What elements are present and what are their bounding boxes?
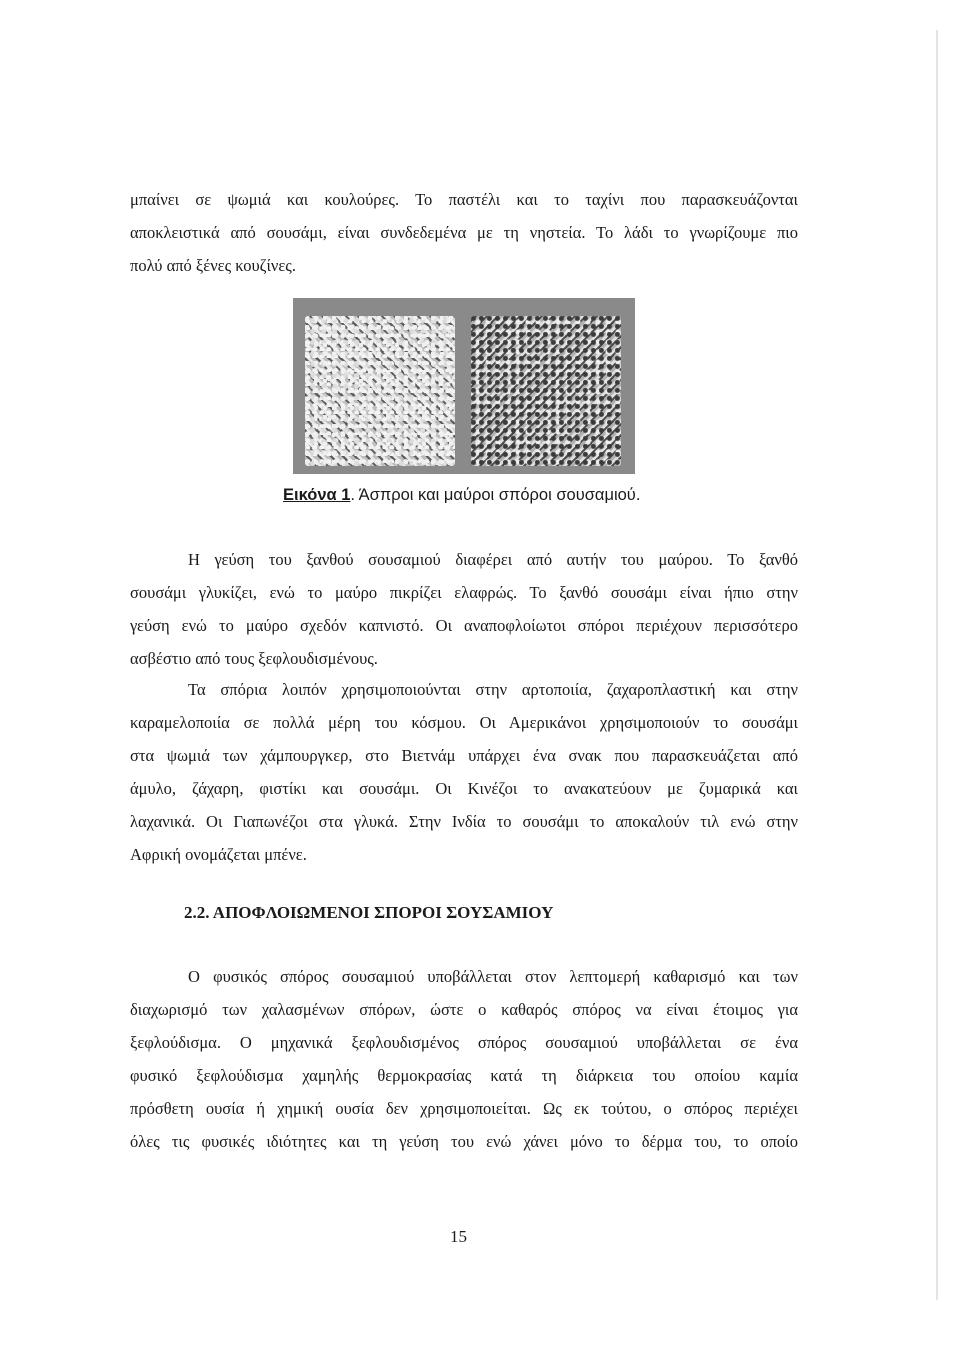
paragraph-taste [130,543,798,675]
scan-edge-line [936,30,938,1300]
white-seeds-image [305,316,455,466]
paragraph-top [130,183,798,282]
paragraph-line: γεύση ενώ το μαύρο σχεδόν καπνιστό. Οι αναποφλοίωτοι σπόροι περιέχουν περισσότερο [130,616,798,635]
paragraph-line: Τα σπόρια λοιπόν χρησιμοποιούνται στην αρτοποιία, ζαχαροπλαστική και στην [188,680,798,699]
paragraph-line: σουσάμι γλυκίζει, ενώ το μαύρο πικρίζει ελαφρώς. Το ξανθό σουσάμι είναι ήπιο στην [130,583,798,602]
paragraph-line: πολύ από ξένες κουζίνες. [130,256,296,275]
section-heading: 2.2. ΑΠΟΦΛΟΙΩΜΕΝΟΙ ΣΠΟΡΟΙ ΣΟΥΣΑΜΙΟΥ [184,903,554,922]
paragraph-line: καραμελοποιία σε πολλά μέρη του κόσμου. Οι Αμερικάνοι χρησιμοποιούν το σουσάμι [130,713,798,732]
paragraph-line: όλες τις φυσικές ιδιότητες και τη γεύση του ενώ χάνει μόνο το δέρμα του, το οποίο [130,1132,798,1151]
paragraph-line: Αφρική ονομάζεται μπένε. [130,845,307,864]
paragraph-line: άμυλο, ζάχαρη, φιστίκι και σουσάμι. Οι Κινέζοι το ανακατεύουν με ζυμαρικά και [130,779,798,798]
paragraph-line: διαχωρισμό των χαλασμένων σπόρων, ώστε ο καθαρός σπόρος να είναι έτοιμος για [130,1000,798,1019]
paragraph-line: ασβέστιο από τους ξεφλουδισμένους. [130,649,378,668]
figure-caption-label: Εικόνα 1 [283,486,351,504]
paragraph-line: ξεφλούδισμα. Ο μηχανικά ξεφλουδισμένος σπόρος σουσαμιού υποβάλλεται σε ένα [130,1033,798,1052]
figure-caption-text: . Άσπροι και μαύροι σπόροι σουσαμιού. [350,486,641,504]
paragraph-line: αποκλειστικά από σουσάμι, είναι συνδεδεμένα με τη νηστεία. Το λάδι το γνωρίζουμε πιο [130,223,798,242]
paragraph-line: φυσικό ξεφλούδισμα χαμηλής θερμοκρασίας κατά τη διάρκεια του οποίου καμία [130,1066,798,1085]
black-seeds-image [471,316,621,466]
paragraph-line: μπαίνει σε ψωμιά και κουλούρες. Το παστέλι και το ταχίνι που παρασκευάζονται [130,190,798,209]
sesame-seeds-figure [293,298,635,474]
page-number: 15 [450,1227,467,1246]
figure-caption [283,480,640,510]
paragraph-line: Η γεύση του ξανθού σουσαμιού διαφέρει από αυτήν του μαύρου. Το ξανθό [188,550,798,569]
paragraph-uses [130,673,798,871]
paragraph-line: Ο φυσικός σπόρος σουσαμιού υποβάλλεται στον λεπτομερή καθαρισμό και των [188,967,798,986]
paragraph-line: στα ψωμιά των χάμπουργκερ, στο Βιετνάμ υπάρχει ένα σνακ που παρασκευάζεται από [130,746,798,765]
paragraph-line: πρόσθετη ουσία ή χημική ουσία δεν χρησιμοποιείται. Ως εκ τούτου, ο σπόρος περιέχει [130,1099,798,1118]
paragraph-line: λαχανικά. Οι Γιαπωνέζοι στα γλυκά. Στην Ινδία το σουσάμι το αποκαλούν τιλ ενώ στην [130,812,798,831]
paragraph-hulled [130,960,798,1158]
